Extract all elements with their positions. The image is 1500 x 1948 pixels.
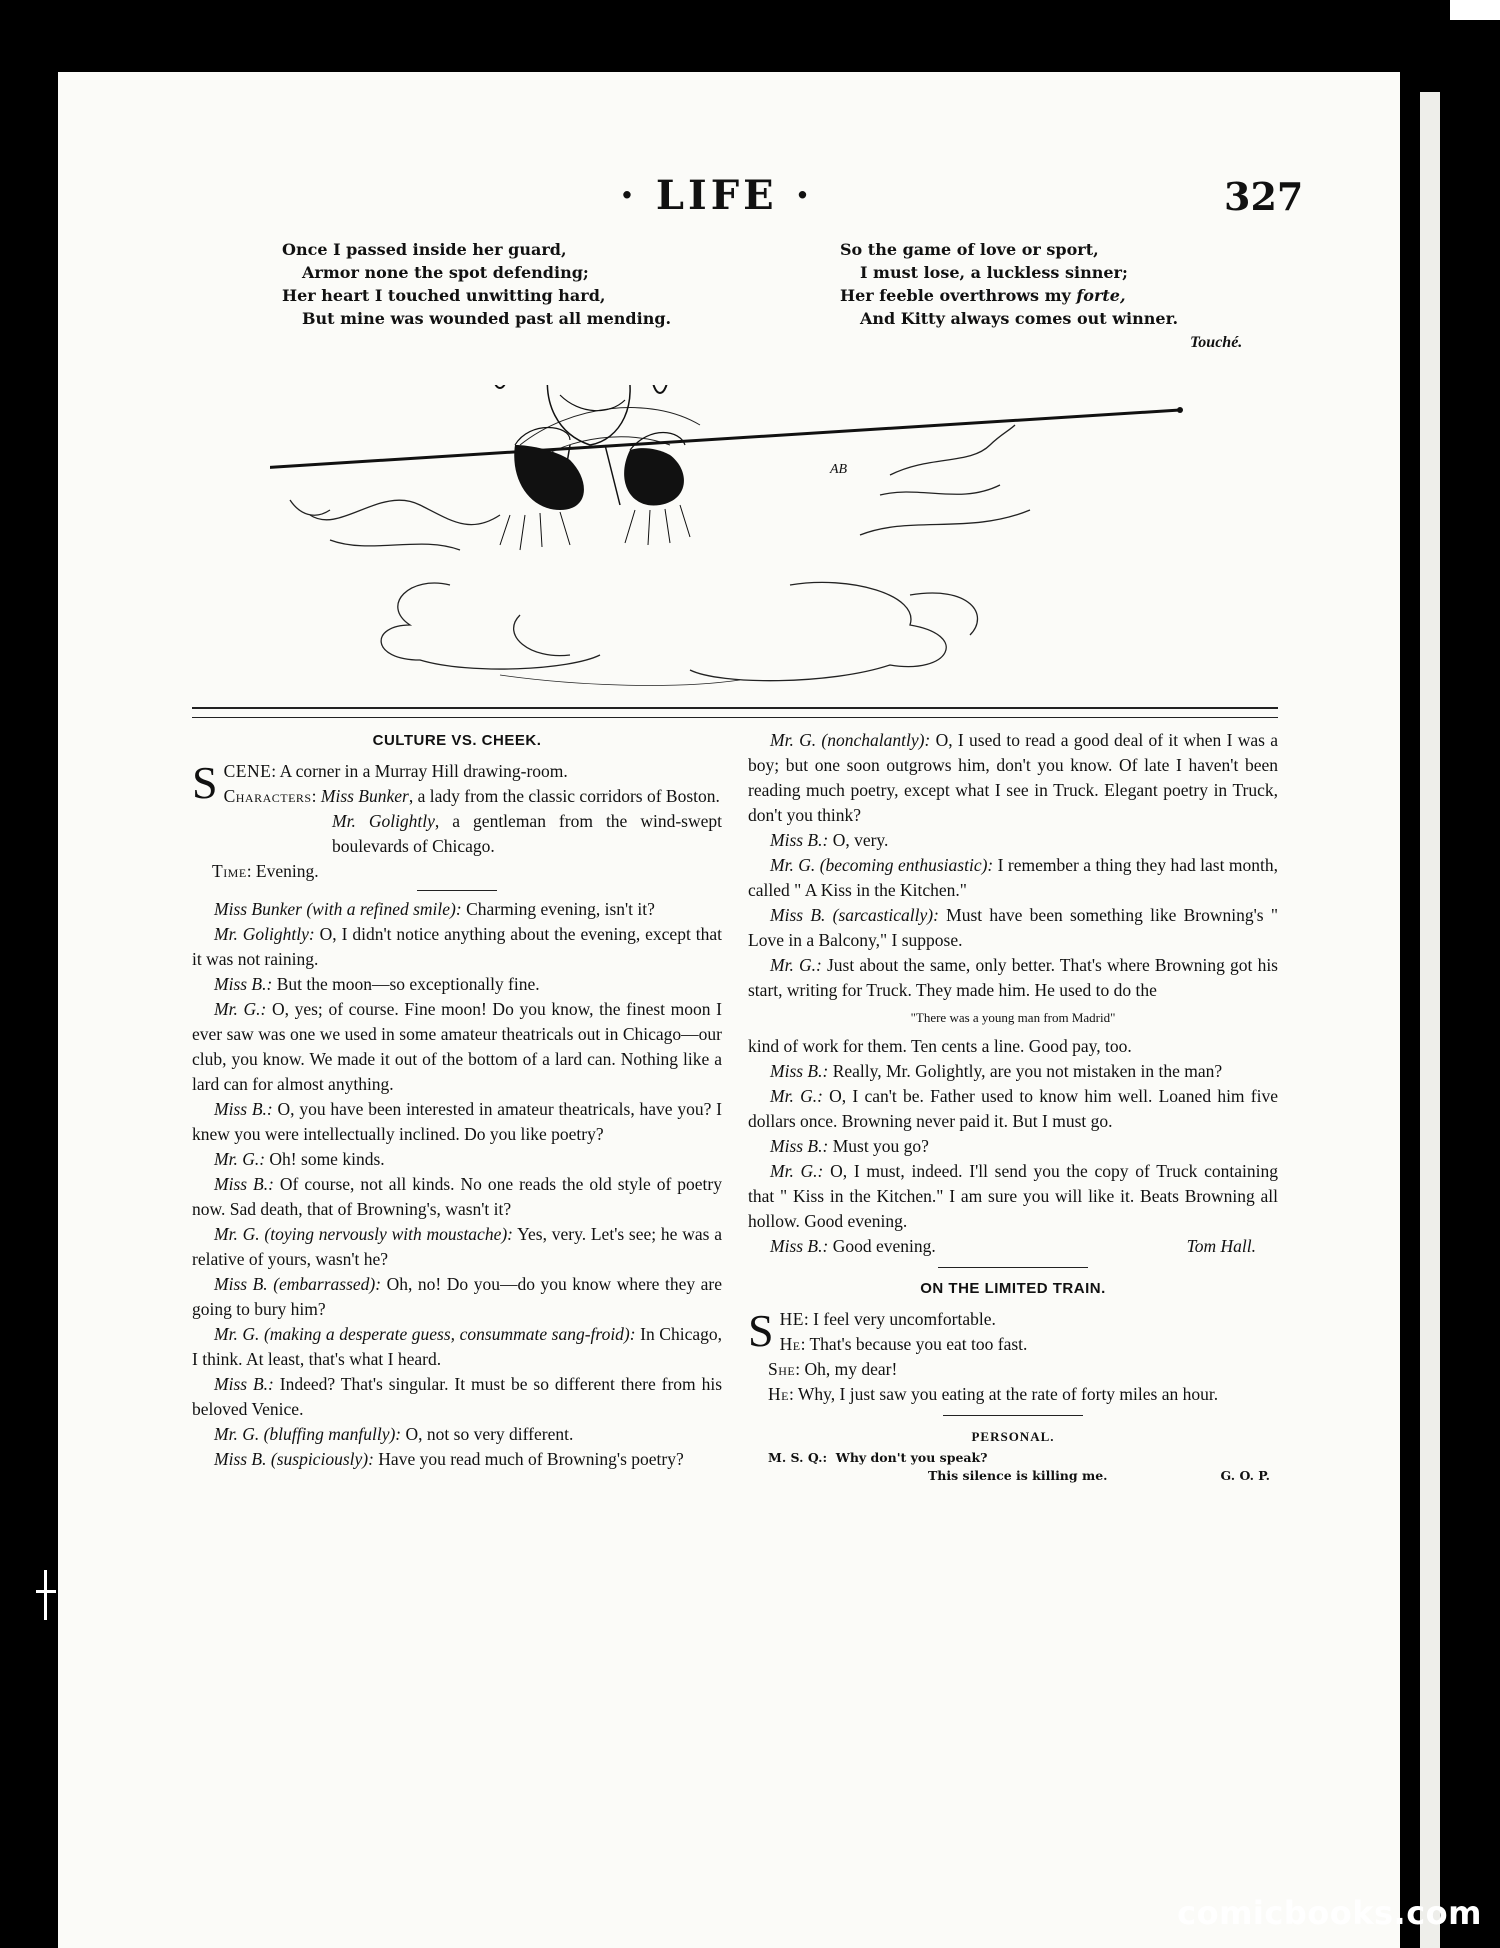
speech: Charming evening, isn't it?: [461, 899, 655, 919]
scene-label: CENE: [223, 761, 272, 781]
time-text: : Evening.: [246, 861, 319, 881]
speaker: Miss B.:: [770, 1236, 829, 1256]
characters-label: Characters: [223, 786, 312, 806]
speaker: Mr. G.:: [770, 1161, 824, 1181]
dialogue-line: [192, 1422, 722, 1447]
dialogue-block: [192, 897, 722, 1472]
personal-line: [748, 1467, 1278, 1485]
speaker: Mr. G.:: [214, 1149, 266, 1169]
character-name: Miss Bunker: [320, 786, 409, 806]
speech: Good evening.: [828, 1236, 936, 1256]
dialogue-line: [192, 1372, 722, 1422]
dialogue-line: [192, 972, 722, 997]
poem-italic-word: forte,: [1076, 286, 1126, 305]
characters-line: [192, 784, 722, 809]
speaker: Mr. G. (bluffing manfully):: [214, 1424, 402, 1444]
poem-line: Armor none the spot defending;: [302, 263, 589, 282]
character-desc: , a lady from the classic corridors of Boston.: [408, 786, 720, 806]
speech: O, I can't be. Father used to know him well. Loaned him five dollars once. Browning never paid it. But I must go.: [748, 1086, 1278, 1131]
margin-mark-vertical: [44, 1570, 47, 1620]
poem-left-stanza: [282, 238, 671, 330]
poem-line: So the game of love or sport,: [840, 240, 1099, 259]
speaker: Mr. G.:: [214, 999, 267, 1019]
poem-line: But mine was wounded past all mending.: [302, 309, 672, 328]
speaker: Miss Bunker (with a refined smile):: [214, 899, 462, 919]
masthead: · LIFE ·: [620, 172, 814, 219]
divider: [943, 1415, 1083, 1416]
speech: O, I must, indeed. I'll send you the copy of Truck containing that " Kiss in the Kitchen." I am sure you will like it. Beats Browning all hollow. Good evening.: [748, 1161, 1278, 1231]
dialogue-line: [192, 1447, 722, 1472]
speaker: Miss B. (suspiciously):: [214, 1449, 374, 1469]
dialogue-line: [748, 1159, 1278, 1234]
speech: Really, Mr. Golightly, are you not mistaken in the man?: [828, 1061, 1223, 1081]
speaker: Miss B.:: [770, 1136, 829, 1156]
dialogue-line: [748, 953, 1278, 1003]
speaker-label: He: [768, 1384, 789, 1404]
speaker: Mr. G. (making a desperate guess, consummate sang-froid):: [214, 1324, 636, 1344]
speaker: Mr. G. (becoming enthusiastic):: [770, 855, 994, 875]
dialogue-line: [748, 828, 1278, 853]
poem-line: And Kitty always comes out winner.: [860, 309, 1179, 328]
speech: Must you go?: [828, 1136, 929, 1156]
personal-message: This silence is killing me.: [928, 1468, 1108, 1483]
speech: O, yes; of course. Fine moon! Do you know, the finest moon I ever saw was one we used in some amateur theatricals out in Chicago—our club, you know. We made it out of the bottom of a lard can. Nothing like a lard can for almost anything.: [192, 999, 722, 1094]
poem-signature: Touché.: [1190, 334, 1243, 351]
speaker-label: He: [779, 1334, 801, 1354]
article-title: CULTURE VS. CHEEK.: [372, 732, 542, 749]
dialogue-line: [192, 1172, 722, 1222]
speech: O, not so very different.: [401, 1424, 574, 1444]
dialogue-line: [192, 1147, 722, 1172]
cupid-illustration: [270, 385, 1190, 690]
dialogue-block: [748, 728, 1278, 1003]
divider: [938, 1267, 1088, 1268]
closing-line: [748, 1234, 1278, 1259]
speaker: Miss B.:: [214, 974, 273, 994]
poem-right-stanza: [840, 238, 1178, 330]
poem-text: Her feeble overthrows my: [840, 286, 1077, 305]
drop-cap: S: [748, 1305, 774, 1356]
dialogue-line: [192, 1097, 722, 1147]
speech: Of course, not all kinds. No one reads the old style of poetry now. Sad death, that of Browning's, wasn't it?: [192, 1174, 722, 1219]
dialogue-line: [192, 922, 722, 972]
speaker: Mr. Golightly:: [214, 924, 315, 944]
dialogue-line: [748, 1084, 1278, 1134]
section-rule: [192, 707, 1278, 718]
dialogue-line: [748, 903, 1278, 953]
speaker: Miss B.:: [214, 1174, 274, 1194]
speech: : That's because you eat too fast.: [800, 1334, 1028, 1354]
artist-signature: AB: [830, 462, 848, 477]
speaker: Miss B. (sarcastically):: [770, 905, 939, 925]
speech: Oh! some kinds.: [265, 1149, 385, 1169]
dialogue-line: [192, 997, 722, 1097]
dialogue-line: [748, 728, 1278, 828]
dialogue-line: [748, 1382, 1278, 1407]
personal-from: M. S. Q.:: [768, 1450, 828, 1465]
characters-line: [192, 809, 722, 859]
speech: O, I didn't notice anything about the evening, except that it was not raining.: [192, 924, 722, 969]
poem-line: I must lose, a luckless sinner;: [860, 263, 1128, 282]
culture-column-left: [192, 728, 722, 1472]
dialogue-line: [192, 1222, 722, 1272]
speech: Yes, very. Let's see; he was a relative of yours, wasn't he?: [192, 1224, 722, 1269]
speaker-label: HE: [779, 1309, 804, 1329]
speaker: Mr. G.:: [770, 955, 822, 975]
dialogue-continuation: kind of work for them. Ten cents a line. Good pay, too.: [748, 1036, 1132, 1056]
speaker: Miss B.:: [214, 1099, 273, 1119]
page-edge: [1420, 92, 1440, 1948]
dialogue-line: [748, 853, 1278, 903]
poem-line: Once I passed inside her guard,: [282, 240, 567, 259]
speech: O, I used to read a good deal of it when I was a boy; but one soon outgrows him, don't you know. Of late I haven't been reading much poetry, except what I see in Truck. Elegant poetry in Truck, don't you think?: [748, 730, 1278, 825]
divider: [417, 890, 497, 891]
speech: Have you read much of Browning's poetry?: [373, 1449, 684, 1469]
scan-edge: [1450, 0, 1500, 20]
time-line: [192, 859, 722, 884]
time-label: Time: [212, 861, 247, 881]
speech: In Chicago, I think. At least, that's what I heard.: [192, 1324, 722, 1369]
dialogue-line: [748, 1332, 1278, 1357]
dialogue-line: [748, 1134, 1278, 1159]
author-signature: Tom Hall.: [1186, 1236, 1256, 1256]
speaker: Miss B.:: [214, 1374, 274, 1394]
speaker: Mr. G. (toying nervously with moustache):: [214, 1224, 513, 1244]
dialogue-block: [748, 1059, 1278, 1234]
character-desc: , a gentleman from the wind-swept boulevards of Chicago.: [332, 811, 722, 856]
speech: O, you have been interested in amateur theatricals, have you? I knew you were intellectually inclined. Do you like poetry?: [192, 1099, 722, 1144]
quoted-poem-title: "There was a young man from Madrid": [910, 1010, 1116, 1025]
speaker: Mr. G. (nonchalantly):: [770, 730, 931, 750]
drop-cap: S: [192, 757, 218, 808]
speech: : Oh, my dear!: [795, 1359, 898, 1379]
culture-column-right: [748, 728, 1278, 1485]
speaker-label: She: [768, 1359, 796, 1379]
dialogue-line: [192, 1322, 722, 1372]
scene-text: : A corner in a Murray Hill drawing-room.: [271, 761, 568, 781]
speech: O, very.: [828, 830, 889, 850]
poem-line: [840, 284, 1178, 307]
characters-colon: :: [311, 786, 321, 806]
speaker: Miss B.:: [770, 830, 829, 850]
speech: : I feel very uncomfortable.: [803, 1309, 996, 1329]
article-title: ON THE LIMITED TRAIN.: [920, 1280, 1106, 1297]
speaker: Miss B. (embarrassed):: [214, 1274, 382, 1294]
speaker: Miss B.:: [770, 1061, 829, 1081]
personal-title: PERSONAL.: [971, 1429, 1055, 1444]
dialogue-line: [192, 1272, 722, 1322]
speech: Just about the same, only better. That's where Browning got his start, writing for Truck. They made him. He used to do the: [748, 955, 1278, 1000]
dialogue-line: [192, 897, 722, 922]
poem-line: Her heart I touched unwitting hard,: [282, 286, 606, 305]
dialogue-line: [748, 1059, 1278, 1084]
character-name: Mr. Golightly: [332, 811, 435, 831]
personal-message: Why don't you speak?: [835, 1450, 988, 1465]
dialogue-line: [748, 1357, 1278, 1382]
speech: Indeed? That's singular. It must be so different there from his beloved Venice.: [192, 1374, 722, 1419]
speech: I remember a thing they had last month, called " A Kiss in the Kitchen.": [748, 855, 1278, 900]
speaker: Mr. G.:: [770, 1086, 823, 1106]
personal-line: [748, 1449, 1278, 1467]
watermark: comicbooks.com: [1177, 1894, 1482, 1932]
speech: Must have been something like Browning's " Love in a Balcony," I suppose.: [748, 905, 1278, 950]
speech: But the moon—so exceptionally fine.: [272, 974, 540, 994]
personal-signature: G. O. P.: [1220, 1468, 1270, 1483]
speech: : Why, I just saw you eating at the rate of forty miles an hour.: [788, 1384, 1219, 1404]
page-number: 327: [1224, 174, 1304, 219]
speech: Oh, no! Do you—do you know where they are going to bury him?: [192, 1274, 722, 1319]
